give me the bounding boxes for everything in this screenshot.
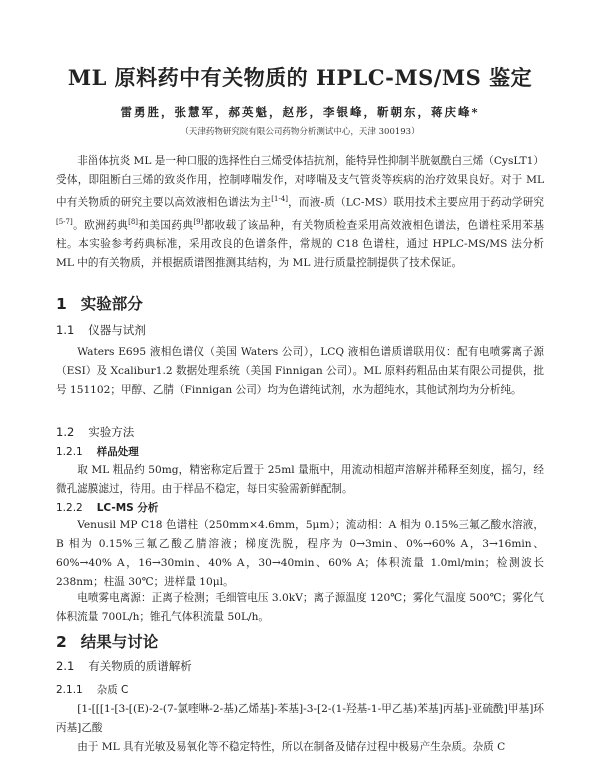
paper-title: ML 原料药中有关物质的 HPLC-MS/MS 鉴定 (67, 65, 533, 90)
citation: [9] (193, 217, 204, 226)
citation: [5-7] (56, 217, 73, 226)
lcms-paragraph: Venusil MP C18 色谱柱（250mm×4.6mm，5μm）；流动相：A 相为 0.15%三氟乙酸水溶液，B 相为 0.15%三氟乙酸乙腈溶液；梯度洗脱，程序为 0→3min、0%→60% A，3→16min、60%→40% A，16→30min、40% A，30→40min、60% A；体积流量 1.0ml/min；检测波长 238nm；柱温 30℃；进样量 10μl。 (56, 519, 544, 588)
instruments-paragraph: Waters E695 液相色谱仪（美国 Waters 公司），LCQ 液相色谱质谱联用仪：配有电喷雾离子源（ESI）及 Xcalibur1.2 数据处理系统（美国 Finnigan 公司）。ML 原料药粗品由某有限公司提供，批号 151102；甲醇、乙腈（Finnigan 公司）均为色谱纯试剂，水为超纯水，其他试剂均为分析纯。 (56, 346, 544, 396)
section-heading-1-2-2: 1.2.2 LC-MS 分析 (56, 502, 159, 514)
section-heading-1-1: 1.1 仪器与试剂 (56, 323, 146, 337)
section-heading-2-1-1: 2.1.1 杂质 C (56, 684, 129, 696)
impurity-c-description: 由于 ML 具有光敏及易氧化等不稳定特性，所以在制备及储存过程中极易产生杂质。杂质 C (77, 741, 506, 753)
esi-paragraph: 电喷雾电离源：正离子检测；毛细管电压 3.0kV；离子源温度 120℃；雾化气温度 500℃；雾化气体积流量 700L/h；锥孔气体积流量 50L/h。 (56, 592, 544, 623)
section-heading-1: 1 实验部分 (56, 295, 143, 313)
sample-paragraph: 取 ML 粗品约 50mg，精密称定后置于 25ml 量瓶中，用流动相超声溶解并稀释至刻度，摇匀，经微孔滤膜滤过，待用。由于样品不稳定，每日实验需新鲜配制。 (56, 464, 544, 495)
section-heading-1-2-1: 1.2.1 样品处理 (56, 446, 139, 458)
section-heading-1-2: 1.2 实验方法 (56, 425, 135, 439)
affiliation: （天津药物研究院有限公司药物分析测试中心，天津 300193） (180, 127, 420, 137)
section-heading-2-1: 2.1 有关物质的质谱解析 (56, 659, 192, 673)
citation: [8] (128, 217, 139, 226)
impurity-c-name: [1-[[[1-[3-[(E)-2-(7-氯喹啉-2-基)乙烯基]-苯基]-3-[2-(1-羟基-1-甲乙基)苯基]丙基]-亚硫酰]甲基]环丙基]乙酸 (56, 703, 544, 734)
author-list: 雷勇胜，张慧军，郝英魁，赵彤，李银峰，靳朝东，蒋庆峰* (120, 105, 480, 119)
section-heading-2: 2 结果与讨论 (56, 633, 159, 651)
intro-paragraph: 非甾体抗炎 ML 是一种口服的选择性白三烯受体拮抗剂，能特异性抑制半胱氨酰白三烯（CysLT1）受体，即阻断白三烯的致炎作用，控制哮喘发作，对哮喘及支气管炎等疾病的治疗效果良好。对于 ML 中有关物质的研究主要以高效液相色谱法为主[1-4]，而液-质（LC-MS）联用技术主要应用于药动学研究[5-7]。欧洲药典[8]和美国药典[9]都收载了该品种，有关物质检查采用高效液相色谱法，色谱柱采用苯基柱。本实验参考药典标准，采用改良的色谱条件，常规的 C18 色谱柱，通过 HPLC-MS/MS 法分析 ML 中的有关物质，并根据质谱图推测其结构，为 ML 进行质量控制提供了技术保证。 (56, 155, 545, 270)
citation: [1-4] (271, 195, 288, 203)
